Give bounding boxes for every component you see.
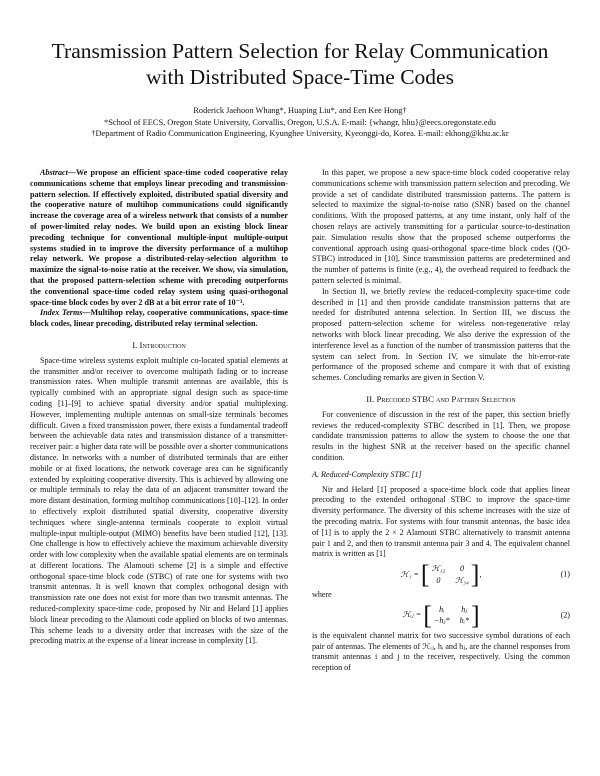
abstract-lead: Abstract [40,168,68,177]
author-block [30,105,570,140]
equation-1 [312,560,570,590]
right-column [312,168,570,674]
equation-1-body [401,562,482,588]
eq1-tail: , [479,569,482,579]
abstract [30,168,288,308]
eq2-matrix [432,605,471,628]
eq1-left-bracket: [ [420,560,430,590]
eq1-m21: 0 [436,575,441,585]
eq2-m12: hⱼ [461,604,468,614]
eq1-right-bracket: ] [470,560,480,590]
where-label: where [312,590,332,600]
affiliation-2: †Department of Radio Communication Engineering, Kyunghee University, Kyeonggi-do, Korea. E-mail: ekhong@khu.ac.kr [91,129,509,138]
paragraph-outline: In Section II, we briefly review the reduced-complexity space-time code described in [1] and then provide candidate transmission patterns that are needed for distributed antenna selection. In Section III, we discuss the proposed pattern-selection scheme for wireless non-regenerative relay networks with block linear precoding. We also derive the expression of the interference level as a function of the number of transmission patterns that the system can select from. In Section IV, we simulate the bit-error-rate performance of the proposed scheme and compare it with that of existing schemes. Concluding remarks are given in Section V. [312,286,570,383]
eq1-m12: 0 [459,563,464,573]
equation-2-number: (2) [560,610,570,620]
paper-title: Transmission Pattern Selection for Relay Communication with Distributed Space-Time Codes [51,39,549,89]
paragraph-section2-intro: For convenience of discussion in the rest of the paper, this section briefly reviews the reduced-complexity STBC described in [1]. Then, we propose candidate transmission patterns to allow the system to choose the one that results in the highest SNR at the receiver based on the specific channel condition. [312,409,570,462]
subsection-heading-a: A. Reduced-Complexity STBC [1] [312,469,422,479]
section-heading-precoded-stbc: II. Precoded STBC and Pattern Selection [366,393,516,404]
eq1-m11: ℋ₁₂ [431,563,446,573]
equation-2 [312,601,570,631]
eq2-m11: hᵢ [439,604,445,614]
abstract-text: —We propose an efficient space-time coded cooperative relay communications scheme that employs linear precoding and transmission-pattern selection. If effectively exploited, distributed spatial diversity and the cooperative nature of multihop communications could significantly increase the coverage area of a wireless network that consists of a number of power-limited relay nodes. We build upon an existing block linear precoding technique for conventional multiple-input multiple-output systems studied in to improve the diversity performance of a multihop relay network. We propose a distributed-relay-selection algorithm to maximize the signal-to-noise ratio at the receiver. We show, via simulation, that the proposed pattern-selection scheme with precoding outperforms the conventional space-time coded relay system using quasi-orthogonal space-time block codes by over 2 dB at a bit error rate of 10⁻³. [30,168,288,307]
equation-2-body [402,600,480,630]
author-names: Roderick Jaehoon Whang*, Huaping Liu*, and Een Kee Hong† [193,106,407,115]
equation-1-number: (1) [560,569,570,579]
affiliation-1: *School of EECS, Oregon State University, Corvallis, Oregon, U.S.A. E-mail: {whangr, hliu}@eecs.oregonstate.edu [104,117,496,127]
eq2-m22: hᵢ* [459,616,469,626]
index-terms [30,308,288,330]
eq2-right-bracket: ] [471,600,480,630]
index-terms-lead: Index Terms [40,308,83,318]
eq1-matrix [430,564,471,587]
intro-paragraph: Space-time wireless systems exploit multiple co-located spatial elements at the transmitter and/or receiver to overcome multipath fading or to increase transmission rates. When multiple transmit antennas are available, this is typically combined with an appropriate signal design such as space-time coding [1]–[9] to achieve spatial diversity and/or spatial multiplexing. However, implementing multiple antennas on small-size terminals becomes difficult. Given a fixed transmission power, there exists a fundamental tradeoff between the achievable data rates and transmission distance of a transmitter-receiver pair: a higher data rate will be possible over a shorter communications distance. In networks with a number of distributed terminals that are either mobile or at fixed locations, the network coverage area can be significantly extended by exploiting cooperative diversity. This is achieved by allowing one or multiple terminals to relay the data of an adjacent transmitter toward the more distant destination, forming multihop communications [10]–[12]. In order to effectively exploit distributed spatial diversity, cooperative diversity techniques where single-antenna terminals cooperate to exploit virtual multiple-input multiple-output (MIMO) benefits have been studied [12], [13]. One challenge is how to effectively achieve the maximum achievable diversity order with low complexity when the available spatial elements are on terminals at different locations. The Alamouti scheme [2] is a simple and effective orthogonal space-time block code (STBC) of rate one for systems with two transmit antennas. It is well known that complex orthogonal design with transmission rate one does not exist for more than two transmit antennas. The reduced-complexity space-time code, proposed by Nir and Helard [1] applies block linear precoding to the Alamouti code applied on blocks of two antennas. This scheme leads to a diversity order that increases with the size of the precoding matrix at the expense of a linear increase in complexity [1]. [30,355,288,646]
left-column [30,168,288,647]
eq1-m22: ℋ₃₄ [455,575,469,585]
eq2-m21: −hⱼ* [433,616,450,626]
paragraph-channel-matrix: is the equivalent channel matrix for two successive symbol durations of each pair of antennas. The elements of ℋᵢⱼ, hᵢ and hⱼ, are the channel responses from transmit antennas i and j to the receiver, respectively. Using the common reception of [312,630,570,673]
paragraph-proposal: In this paper, we propose a new space-time block coded cooperative relay communications scheme with transmission pattern selection and precoding. We provide a set of candidate distributed transmission patterns. The pattern is selected to maximize the signal-to-noise ratio (SNR) based on the channel conditions. With the proposed patterns, at any time instant, only half of the chosen relays are actively transmitting for a particular source-to-destination pair. Simulation results show that the proposed scheme outperforms the conventional approach using quasi-orthogonal space-time block codes (QO-STBC) introduced in [10]. Since transmission patterns are predetermined and the number of patterns is finite (e.g., 4), the overhead required to feedback the pattern selected is minimal. [312,168,570,285]
index-terms-text: —Multihop relay, cooperative communications, space-time block codes, linear precoding, distributed relay terminal selection. [30,308,288,329]
paragraph-subsection-a: Nir and Helard [1] proposed a space-time block code that applies linear precoding to the extended orthogonal STBC to improve the space-time diversity performance. The diversity of this scheme increases with the size of the precoding matrix. For systems with four transmit antennas, the basic idea of [1] is to apply the 2 × 2 Alamouti STBC alternatively to transmit antenna pair 1 and 2, and then to transmit antenna pair 3 and 4. The equivalent channel matrix is written as [1] [312,484,570,559]
eq2-left-bracket: [ [423,600,432,630]
eq2-lhs: ℋᵢⱼ = [402,610,422,620]
section-heading-introduction: I. Introduction [132,339,186,350]
eq1-lhs: ℋ₁ = [400,569,419,579]
